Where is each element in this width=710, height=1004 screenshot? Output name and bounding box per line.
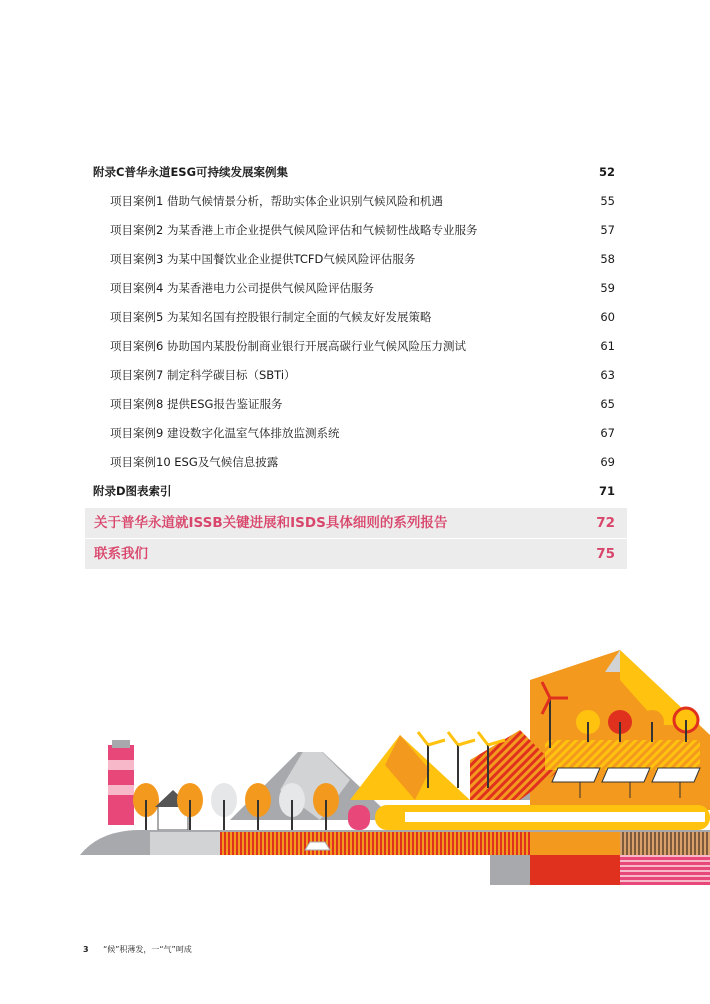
footer-title: “候”积薄发，一“气”呵成 [103,945,192,954]
toc-appendix-d[interactable] [85,477,627,506]
toc-appendix-c[interactable] [85,158,627,187]
toc-label: 项目案例2 为某香港上市企业提供气候风险评估和气候韧性战略专业服务 [110,223,478,237]
toc-page-number: 57 [600,223,615,237]
toc-page-number: 71 [598,484,615,498]
toc-label: 项目案例3 为某中国餐饮业企业提供TCFD气候风险评估服务 [110,252,416,266]
toc-page-number: 58 [600,252,615,266]
toc-case-4[interactable] [85,274,627,303]
toc-page-number: 55 [600,194,615,208]
toc-page-number: 63 [600,368,615,382]
toc-label: 项目案例7 制定科学碳目标（SBTi） [110,368,296,382]
toc-case-6[interactable] [85,332,627,361]
landscape-illustration [0,640,710,890]
toc-label: 联系我们 [94,546,148,562]
toc-case-10[interactable] [85,448,627,477]
toc-label: 项目案例9 建设数字化温室气体排放监测系统 [110,426,340,440]
toc-label: 项目案例10 ESG及气候信息披露 [110,455,279,469]
toc-page-number: 59 [600,281,615,295]
toc-case-3[interactable] [85,245,627,274]
toc-page-number: 67 [600,426,615,440]
toc-label: 项目案例5 为某知名国有控股银行制定全面的气候友好发展策略 [110,310,432,324]
toc-page-number: 65 [600,397,615,411]
table-of-contents [85,158,627,569]
toc-page-number: 75 [596,546,615,562]
trees-left [133,783,370,830]
toc-case-2[interactable] [85,216,627,245]
toc-label: 项目案例1 借助气候情景分析，帮助实体企业识别气候风险和机遇 [110,194,443,208]
toc-case-7[interactable] [85,361,627,390]
toc-label: 项目案例8 提供ESG报告鉴证服务 [110,397,283,411]
toc-label: 项目案例6 协助国内某股份制商业银行开展高碳行业气候风险压力测试 [110,339,466,353]
toc-page-number: 61 [600,339,615,353]
tower [108,740,134,825]
toc-page-number: 60 [600,310,615,324]
toc-page-number: 72 [596,515,615,531]
toc-page-number: 52 [598,165,615,179]
toc-page-number: 69 [600,455,615,469]
toc-label: 项目案例4 为某香港电力公司提供气候风险评估服务 [110,281,374,295]
page-number: 3 [83,945,89,954]
toc-label: 附录D图表索引 [93,484,172,498]
toc-label: 附录C普华永道ESG可持续发展案例集 [93,165,289,179]
page-footer [83,944,192,955]
toc-case-8[interactable] [85,390,627,419]
toc-label: 关于普华永道就ISSB关键进展和ISDS具体细则的系列报告 [94,515,448,531]
toc-case-9[interactable] [85,419,627,448]
toc-case-5[interactable] [85,303,627,332]
toc-series-report[interactable] [85,508,627,538]
toc-case-1[interactable] [85,187,627,216]
toc-contact[interactable] [85,539,627,569]
